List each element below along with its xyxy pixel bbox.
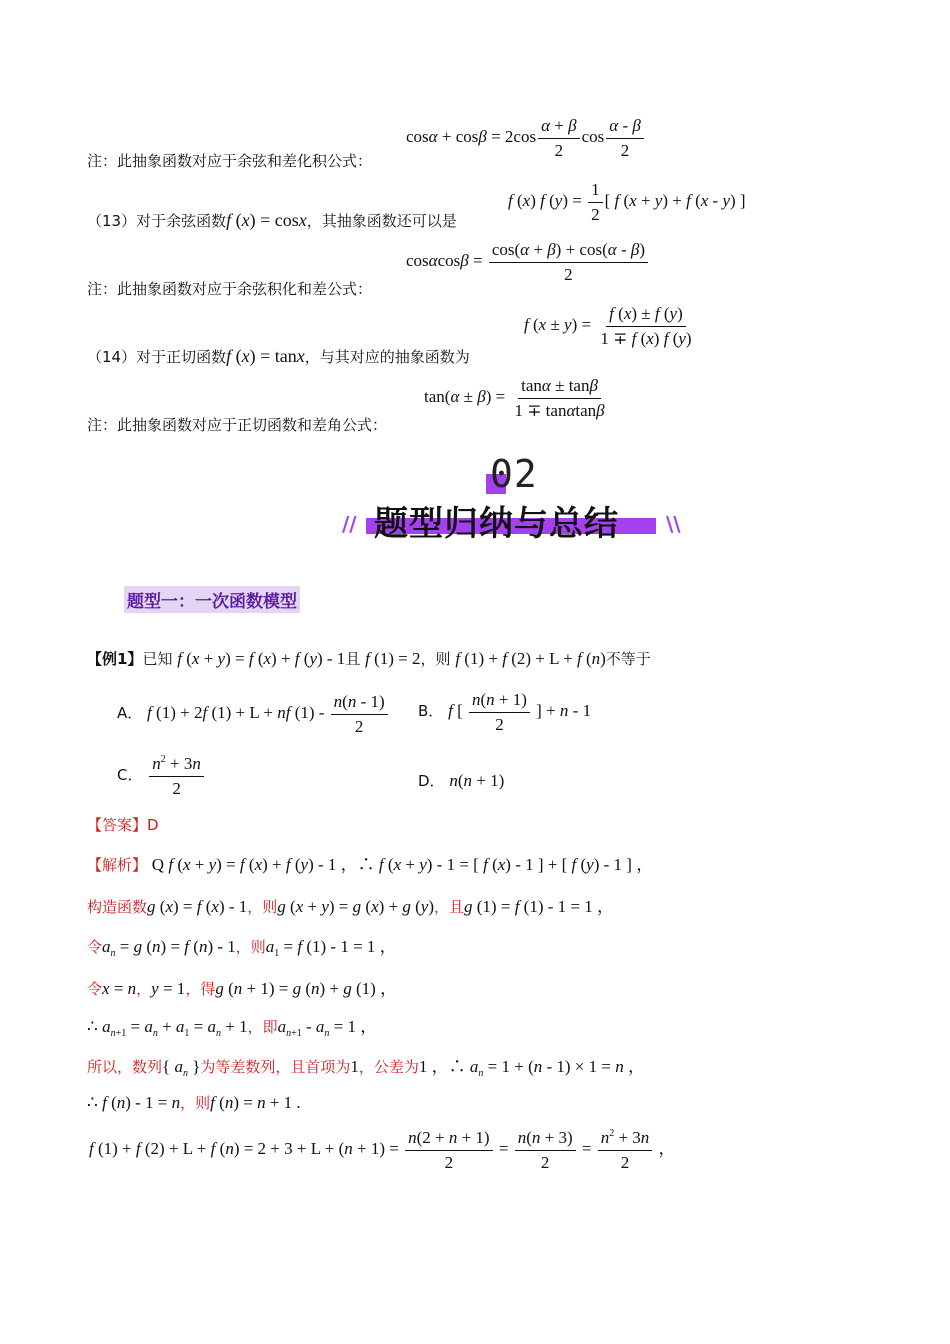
option-d: D． n(n + 1)	[418, 771, 505, 790]
section-title: 题型归纳与总结	[374, 504, 619, 544]
option-a: A． f (1) + 2f (1) + L + nf (1) - $\frac{n(n - 1)}{2}$	[117, 692, 390, 736]
formula-cos-abstract: f (x) f (y) = $\frac{1}{2}$ [ f (x + y) + f (x - y) ]	[508, 180, 746, 224]
item-13-label: （13）对于余弦函数f (x) = cosx，其抽象函数还可以是	[87, 210, 457, 230]
formula-tan-abstract: f (x ± y) = $\frac{f (x) \pm f (y)}{1 \mp f (x) f (y)}$	[524, 304, 692, 348]
banner-slash-right: \\	[666, 512, 681, 536]
solution-line-6: 所以，数列{ $a_n$ }为等差数列，且首项为1，公差为1 ，∴ $a_n = 1 + (n - 1) \times 1 = n$ ，	[87, 1057, 645, 1079]
solution-line-4: 令x = n，y = 1，得g (n + 1) = g (n) + g (1) ，	[87, 979, 398, 998]
solution-line-5: ∴ $a_{n+1} = a_n + a_1 = a_n + 1$，即$a_{n+1} - a_n = 1$ ，	[87, 1017, 378, 1039]
note-2: 注：此抽象函数对应于余弦积化和差公式：	[87, 280, 373, 298]
section-number: 02	[490, 452, 538, 496]
formula-cos-sum: cosα + cosβ = 2cos $\frac{\alpha + \beta}{2}$ cos $\frac{\alpha - \beta}{2}$	[406, 116, 646, 160]
formula-tan: tan(α ± β) = $\frac{\tan\alpha \pm \tan\beta}{1 \mp \tan\alpha\tan\beta}$	[424, 376, 605, 420]
item-14-label: （14）对于正切函数f (x) = tanx，与其对应的抽象函数为	[87, 346, 470, 366]
formula-cos-product: cosαcosβ = $\frac{\cos(\alpha + \beta) + \cos(\alpha - \beta)}{2}$	[406, 240, 650, 284]
note-1: 注：此抽象函数对应于余弦和差化积公式：	[87, 152, 373, 170]
solution-line-3: 令$a_n = g$ (n) = f (n) - 1，则$a_1 = f$ (1) - 1 = 1 ，	[87, 937, 397, 959]
example-1-stem: 【例1】已知 f (x + y) = f (x) + f (y) - 1且 f (1) = 2，则 f (1) + f (2) + L + f (n)不等于	[87, 649, 651, 668]
section-banner	[340, 452, 685, 544]
banner-slash-left: //	[342, 512, 357, 536]
solution-line-2: 构造函数g (x) = f (x) - 1，则g (x + y) = g (x) + g (y)，且g (1) = f (1) - 1 = 1 ，	[87, 897, 614, 916]
solution-line-1: 【解析】 Q f (x + y) = f (x) + f (y) - 1 ，∴ f (x + y) - 1 = [ f (x) - 1 ] + [ f (y) - 1 ] ，	[87, 855, 654, 874]
answer: 【答案】D	[87, 816, 159, 834]
option-c: C． $\frac{n^2 + 3n}{2}$	[117, 754, 206, 798]
solution-line-8: f (1) + f (2) + L + f (n) = 2 + 3 + L + (n + 1) = $\frac{n(2 + n + 1)}{2}$ = $\frac{n(n + 3)}{2}$ = $\frac{n^2 + 3n}{2}$ ，	[89, 1128, 676, 1172]
option-b: B． f [ $\frac{n(n + 1)}{2}$ ] + n - 1	[418, 690, 592, 734]
solution-line-7: ∴ f (n) - 1 = n，则f (n) = n + 1 .	[87, 1093, 301, 1112]
note-3: 注：此抽象函数对应于正切函数和差角公式：	[87, 416, 388, 434]
type-heading: 题型一：一次函数模型	[124, 586, 300, 613]
